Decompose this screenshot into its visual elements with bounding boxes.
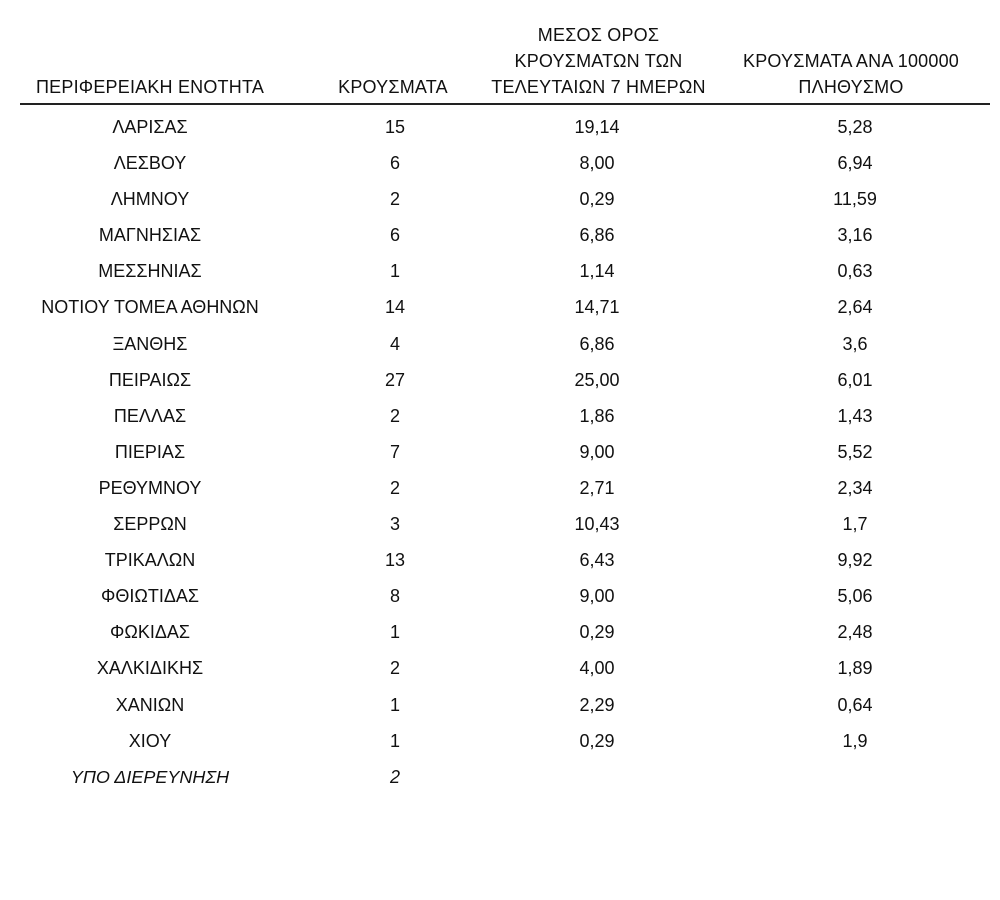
cell-per100k: 5,28 xyxy=(837,117,873,137)
cell-cases: 27 xyxy=(384,369,406,390)
cell-per100k: 6,94 xyxy=(837,153,873,174)
table-row xyxy=(20,253,990,289)
cell-region: ΤΡΙΚΑΛΩΝ xyxy=(104,550,196,571)
cell-region: ΡΕΘΥΜΝΟΥ xyxy=(98,477,202,498)
cell-per100k: 1,89 xyxy=(837,658,873,679)
header-line: ΠΕΡΙΦΕΡΕΙΑΚΗ ΕΝΟΤΗΤΑ xyxy=(35,77,265,97)
cell-cases: 2 xyxy=(389,766,400,787)
table-row xyxy=(20,650,990,686)
cell-cases: 6 xyxy=(389,225,400,246)
table-row xyxy=(20,542,990,578)
cell-cases: 2 xyxy=(389,658,400,679)
cell-cases: 1 xyxy=(389,694,400,715)
cell-region: ΥΠΟ ΔΙΕΡΕΥΝΗΣΗ xyxy=(70,766,230,787)
cases-table xyxy=(20,20,990,795)
cell-region: ΦΘΙΩΤΙΔΑΣ xyxy=(101,586,199,607)
cell-avg7: 25,00 xyxy=(574,369,620,390)
cell-avg7: 19,14 xyxy=(574,117,620,137)
cell-per100k: 1,9 xyxy=(842,730,868,751)
header-line: ΚΡΟΥΣΜΑΤΩΝ ΤΩΝ xyxy=(514,51,683,71)
cell-per100k: 2,48 xyxy=(837,622,873,643)
header-region xyxy=(20,74,280,100)
cell-cases: 8 xyxy=(389,586,400,607)
header-line: ΠΛΗΘΥΣΜΟ xyxy=(798,77,904,97)
header-avg7 xyxy=(476,22,721,100)
cell-region: ΧΑΝΙΩΝ xyxy=(115,694,185,715)
header-per100k xyxy=(720,48,982,100)
cell-cases: 2 xyxy=(389,405,400,426)
table-row xyxy=(20,181,990,217)
cell-per100k: 3,6 xyxy=(842,333,868,354)
cell-avg7: 9,00 xyxy=(579,586,615,607)
table-row xyxy=(20,326,990,362)
cell-per100k: 5,06 xyxy=(837,586,873,607)
cell-avg7: 0,29 xyxy=(579,622,615,643)
cell-region: ΠΕΛΛΑΣ xyxy=(113,405,187,426)
table-row xyxy=(20,578,990,614)
header-cases xyxy=(328,74,458,100)
cell-cases: 1 xyxy=(389,622,400,643)
cell-region: ΛΕΣΒΟΥ xyxy=(113,153,187,174)
cell-avg7: 0,29 xyxy=(579,730,615,751)
cell-cases: 2 xyxy=(389,189,400,210)
cell-avg7: 10,43 xyxy=(574,514,620,535)
table-row xyxy=(20,145,990,181)
cell-region: ΛΑΡΙΣΑΣ xyxy=(112,117,188,137)
cell-per100k: 2,34 xyxy=(837,477,873,498)
header-line: ΚΡΟΥΣΜΑΤΑ ΑΝΑ 100000 xyxy=(743,51,959,71)
cell-region: ΧΑΛΚΙΔΙΚΗΣ xyxy=(96,658,204,679)
cell-cases: 4 xyxy=(389,333,400,354)
table-row xyxy=(20,109,990,145)
table-row xyxy=(20,398,990,434)
cell-per100k: 5,52 xyxy=(837,441,873,462)
table-row xyxy=(20,614,990,650)
cell-region: ΠΕΙΡΑΙΩΣ xyxy=(108,369,192,390)
cell-per100k: 2,64 xyxy=(837,297,873,318)
cell-cases: 1 xyxy=(389,730,400,751)
cell-region: ΠΙΕΡΙΑΣ xyxy=(114,441,186,462)
table-row xyxy=(20,362,990,398)
cell-avg7: 4,00 xyxy=(579,658,615,679)
cell-region: ΝΟΤΙΟΥ ΤΟΜΕΑ ΑΘΗΝΩΝ xyxy=(41,297,259,318)
cell-cases: 1 xyxy=(389,261,400,282)
table-row xyxy=(20,289,990,325)
table-row xyxy=(20,506,990,542)
cell-per100k: 3,16 xyxy=(837,225,873,246)
cell-per100k: 0,64 xyxy=(837,694,873,715)
cell-region: ΜΑΓΝΗΣΙΑΣ xyxy=(98,225,202,246)
table-row xyxy=(20,759,990,795)
cell-region: ΧΙΟΥ xyxy=(128,730,172,751)
table-row xyxy=(20,470,990,506)
cell-cases: 13 xyxy=(384,550,406,571)
header-line: ΚΡΟΥΣΜΑΤΑ xyxy=(338,77,448,97)
cell-cases: 3 xyxy=(389,514,400,535)
cell-cases: 14 xyxy=(384,297,406,318)
cell-region: ΞΑΝΘΗΣ xyxy=(112,333,188,354)
table-row xyxy=(20,723,990,759)
header-line: ΜΕΣΟΣ ΟΡΟΣ xyxy=(537,25,660,45)
cell-per100k: 6,01 xyxy=(837,369,873,390)
cell-avg7: 2,29 xyxy=(579,694,615,715)
cell-avg7: 14,71 xyxy=(574,297,620,318)
cell-avg7: 1,86 xyxy=(579,405,615,426)
table-header-row xyxy=(20,20,990,105)
cell-per100k: 1,7 xyxy=(842,514,868,535)
table-row xyxy=(20,217,990,253)
table-row xyxy=(20,687,990,723)
cell-avg7: 9,00 xyxy=(579,441,615,462)
cell-avg7: 1,14 xyxy=(579,261,615,282)
cell-cases: 15 xyxy=(384,117,406,137)
cell-per100k: 1,43 xyxy=(837,405,873,426)
cell-cases: 6 xyxy=(389,153,400,174)
cell-region: ΛΗΜΝΟΥ xyxy=(110,189,190,210)
cell-cases: 7 xyxy=(389,441,400,462)
table-row xyxy=(20,434,990,470)
cell-avg7: 8,00 xyxy=(579,153,615,174)
cell-region: ΣΕΡΡΩΝ xyxy=(113,514,187,535)
table-body xyxy=(20,105,990,795)
cell-region: ΦΩΚΙΔΑΣ xyxy=(110,622,190,643)
cell-per100k: 11,59 xyxy=(833,189,877,210)
cell-avg7: 6,86 xyxy=(579,333,615,354)
cell-avg7: 6,86 xyxy=(579,225,615,246)
header-line: ΤΕΛΕΥΤΑΙΩΝ 7 ΗΜΕΡΩΝ xyxy=(491,77,706,97)
cell-avg7: 0,29 xyxy=(579,189,615,210)
cell-per100k: 0,63 xyxy=(837,261,873,282)
cell-avg7: 2,71 xyxy=(579,477,615,498)
cell-cases: 2 xyxy=(389,477,400,498)
cell-per100k: 9,92 xyxy=(837,550,873,571)
cell-avg7: 6,43 xyxy=(579,550,615,571)
cell-region: ΜΕΣΣΗΝΙΑΣ xyxy=(98,261,202,282)
